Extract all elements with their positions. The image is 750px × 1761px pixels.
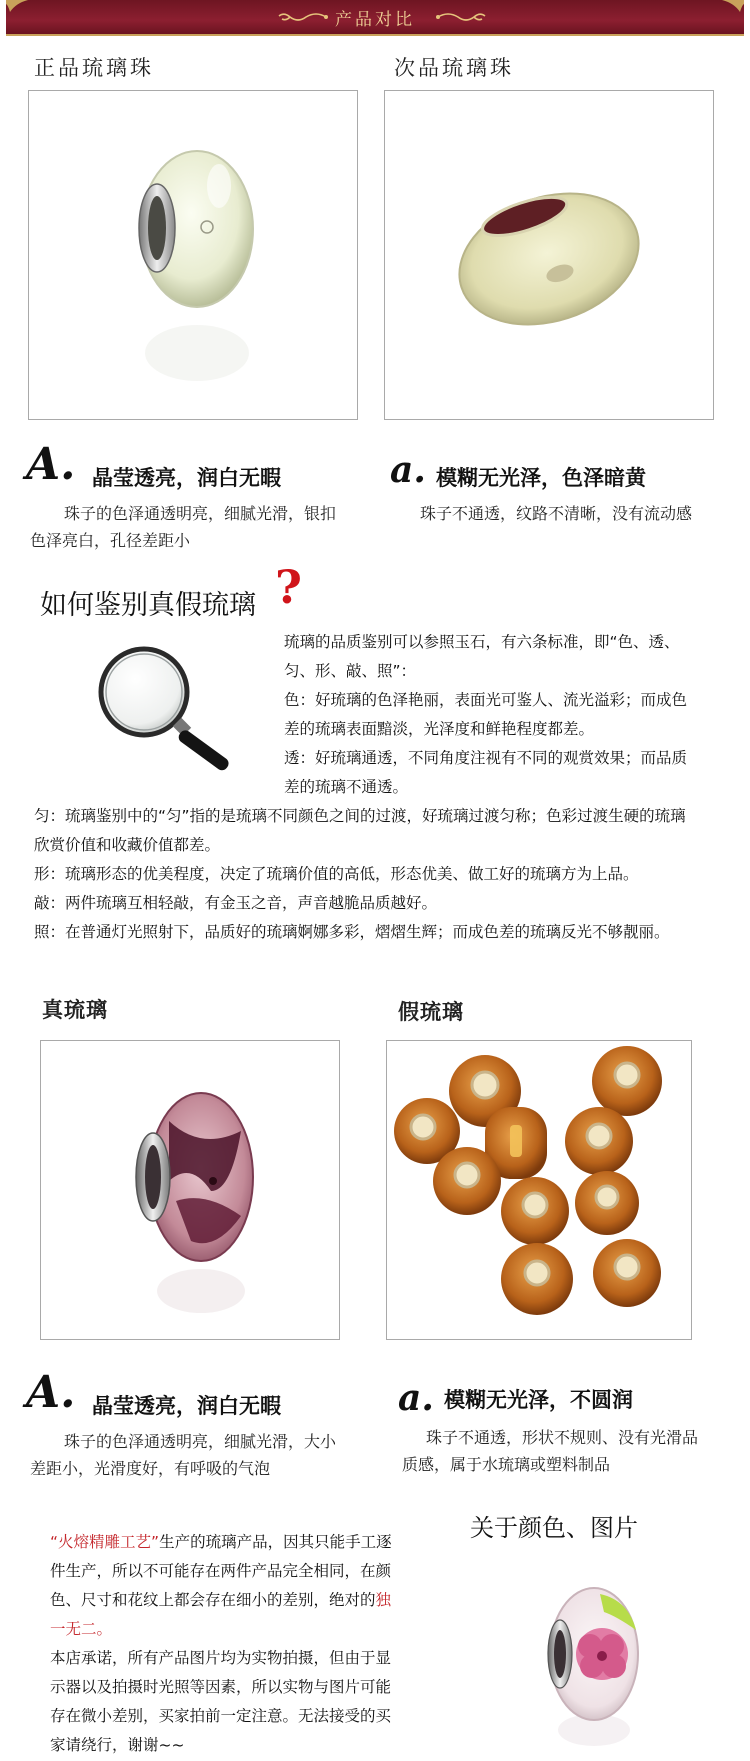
about-text-1: 生产的琉璃产品，因其只能手工逐件生产，所以不可能存在两件产品完全相同，在颜色、尺寸和花纹上都会存在细小的差别，绝对的 <box>50 1533 392 1609</box>
unique-text: 独一无二。 <box>50 1591 392 1638</box>
identify-title: 如何鉴别真假琉璃 <box>40 590 256 621</box>
defective-grade-title: 模糊无光泽，色泽暗黄 <box>436 466 646 490</box>
defective-grade-desc: 珠子不通透，纹路不清晰，没有流动感 <box>420 504 693 523</box>
grade-letter-a-lower: a. <box>398 1377 434 1419</box>
amber-bead-group <box>394 1046 662 1315</box>
fake-grade-desc: 珠子不通透，形状不规则、没有光滑品质感，属于水琉璃或塑料制品 <box>402 1428 699 1474</box>
genuine-bead-photo <box>28 90 358 420</box>
flower-bead-photo <box>520 1570 660 1756</box>
real-glass-label: 真琉璃 <box>42 998 108 1022</box>
magnifier-icon <box>88 642 248 782</box>
fake-glass-label: 假琉璃 <box>398 1000 464 1024</box>
grade-letter-a: A. <box>26 1367 76 1418</box>
identify-evenness: 匀：琉璃鉴别中的“匀”指的是琉璃不同颜色之间的过渡，好琉璃过渡匀称；色彩过渡生硬的琉璃欣赏价值和收藏价值都差。 <box>34 807 686 854</box>
real-grade-title: 晶莹透亮，润白无暇 <box>92 1394 281 1418</box>
identify-clarity: 透：好琉璃通透，不同角度注视有不同的观赏效果；而品质差的琉璃不通透。 <box>284 749 688 796</box>
about-title: 关于颜色、图片 <box>470 1514 638 1542</box>
brand-quote: “火熔精雕工艺” <box>50 1533 160 1551</box>
genuine-bead-label: 正品琉璃珠 <box>34 56 154 80</box>
about-paragraph-1 <box>50 1528 406 1644</box>
question-mark-icon: ? <box>275 560 302 614</box>
section-banner <box>6 0 744 36</box>
real-glass-photo <box>40 1040 340 1340</box>
defective-bead-label: 次品琉璃珠 <box>394 56 514 80</box>
flourish-right-icon <box>436 10 488 24</box>
about-paragraph-2: 本店承诺，所有产品图片均为实物拍摄，但由于显示器以及拍摄时光照等因素，所以实物与图片可能存在微小差别，买家拍前一定注意。无法接受的买家请绕行，谢谢~~ <box>50 1649 392 1754</box>
identify-color: 色：好琉璃的色泽艳丽，表面光可鉴人、流光溢彩；而成色差的琉璃表面黯淡，光泽度和鲜艳程度都差。 <box>284 691 688 738</box>
fake-glass-photo <box>386 1040 692 1340</box>
corner-ornament-icon <box>722 0 744 12</box>
fake-grade-title: 模糊无光泽，不圆润 <box>444 1388 633 1412</box>
genuine-grade-title: 晶莹透亮，润白无暇 <box>92 466 281 490</box>
real-grade-desc: 珠子的色泽通透明亮，细腻光滑，大小差距小，光滑度好，有呼吸的气泡 <box>30 1432 337 1478</box>
identify-shape: 形：琉璃形态的优美程度，决定了琉璃价值的高低，形态优美、做工好的琉璃方为上品。 <box>34 865 639 883</box>
grade-letter-a: A. <box>26 439 76 490</box>
defective-bead-photo <box>384 90 714 420</box>
identify-knock: 敲：两件琉璃互相轻敲，有金玉之音，声音越脆品质越好。 <box>34 894 438 912</box>
identify-light: 照：在普通灯光照射下，品质好的琉璃婀娜多彩，熠熠生辉；而成色差的琉璃反光不够靓丽。 <box>34 923 670 941</box>
grade-letter-a-lower: a. <box>390 449 426 491</box>
banner-title: 产品对比 <box>335 10 415 30</box>
genuine-grade-desc: 珠子的色泽通透明亮，细腻光滑，银扣色泽亮白，孔径差距小 <box>30 504 337 550</box>
identify-intro: 琉璃的品质鉴别可以参照玉石，有六条标准，即“色、透、匀、形、敲、照”： <box>284 633 680 680</box>
